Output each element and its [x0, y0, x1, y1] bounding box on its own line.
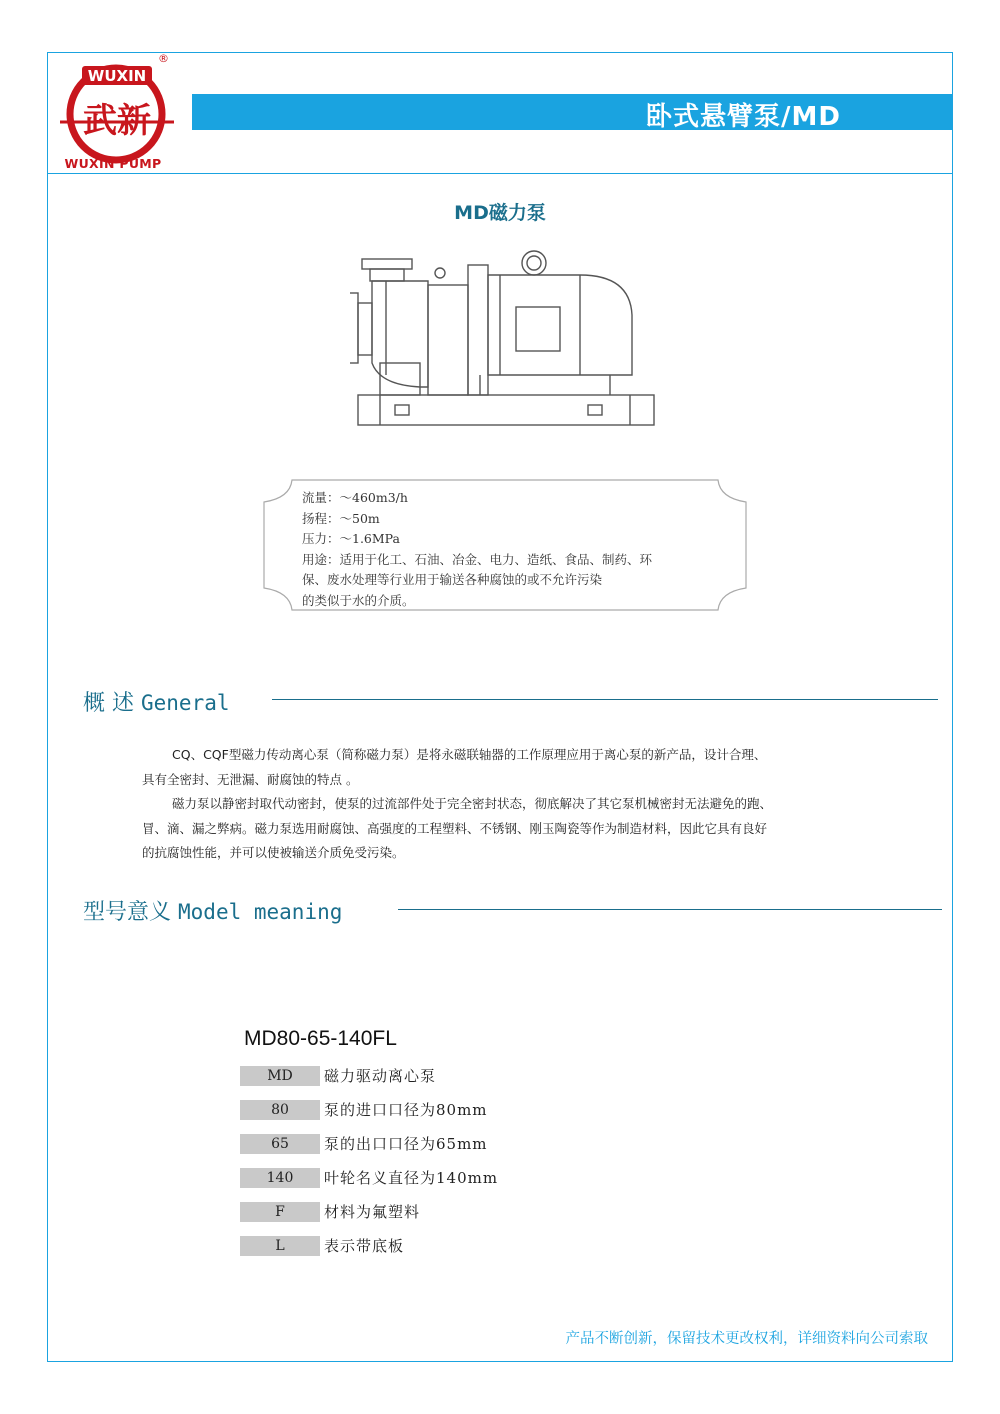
- spec-pressure: 压力：～1.6MPa: [302, 531, 400, 546]
- general-line-1: CQ、CQF型磁力传动离心泵（简称磁力泵）是将永磁联轴器的工作原理应用于离心泵的新产品，设计合理、: [172, 747, 767, 762]
- model-heading-rule: [398, 909, 942, 910]
- general-heading: [83, 686, 230, 717]
- model-desc: 叶轮名义直径为140mm: [324, 1169, 499, 1187]
- general-line-4: 冒、滴、漏之弊病。磁力泵选用耐腐蚀、高强度的工程塑料、不锈钢、刚玉陶瓷等作为制造材料，因此它具有良好: [142, 820, 768, 836]
- model-desc: 表示带底板: [324, 1237, 405, 1255]
- logo-brand-top: WUXIN: [87, 67, 147, 85]
- product-title: MD磁力泵: [454, 202, 546, 224]
- model-meaning-heading: [83, 895, 342, 926]
- general-heading-rule: [272, 699, 938, 700]
- general-paragraph: [142, 743, 882, 866]
- general-heading-en: General: [141, 691, 230, 715]
- spec-head: 扬程：～50m: [302, 510, 380, 526]
- header-title-bar: [192, 94, 953, 130]
- model-key: F: [240, 1202, 320, 1222]
- model-key: 140: [240, 1168, 320, 1188]
- logo-brand-bottom: WUXIN PUMP: [64, 156, 162, 171]
- logo-brand-cn: 武新: [83, 101, 151, 141]
- spec-usage-line-3: 的类似于水的介质。: [302, 592, 415, 608]
- model-heading-cn: 型号意义: [83, 900, 172, 925]
- model-desc: 泵的进口口径为80mm: [324, 1101, 488, 1119]
- model-code: MD80-65-140FL: [244, 1027, 397, 1050]
- model-key: L: [240, 1236, 320, 1256]
- header-divider: [47, 173, 953, 174]
- general-heading-cn: 概 述: [83, 691, 134, 716]
- spec-usage-line-2: 保、废水处理等行业用于输送各种腐蚀的或不允许污染: [302, 572, 603, 587]
- pump-illustration: [350, 245, 660, 430]
- registered-mark: ®: [158, 52, 169, 65]
- model-key: MD: [240, 1066, 320, 1086]
- page-title: 卧式悬臂泵/MD: [646, 102, 841, 132]
- model-key: 65: [240, 1134, 320, 1154]
- model-key: 80: [240, 1100, 320, 1120]
- general-line-2: 具有全密封、无泄漏、耐腐蚀的特点 。: [142, 771, 359, 787]
- general-line-5: 的抗腐蚀性能，并可以使被输送介质免受污染。: [142, 845, 405, 860]
- spec-usage-line-1: 用途：适用于化工、石油、冶金、电力、造纸、食品、制药、环: [302, 551, 653, 567]
- model-heading-en: Model meaning: [178, 900, 343, 924]
- spec-flow: 流量：～460m3/h: [302, 490, 408, 505]
- spec-list: [302, 488, 742, 611]
- footer-note: 产品不断创新，保留技术更改权利，详细资料向公司索取: [565, 1331, 928, 1347]
- model-desc: 泵的出口口径为65mm: [324, 1135, 488, 1153]
- model-desc: 磁力驱动离心泵: [324, 1067, 437, 1085]
- model-desc: 材料为氟塑料: [324, 1203, 421, 1221]
- general-line-3: 磁力泵以静密封取代动密封，使泵的过流部件处于完全密封状态，彻底解决了其它泵机械密封无法避免的跑、: [172, 796, 773, 811]
